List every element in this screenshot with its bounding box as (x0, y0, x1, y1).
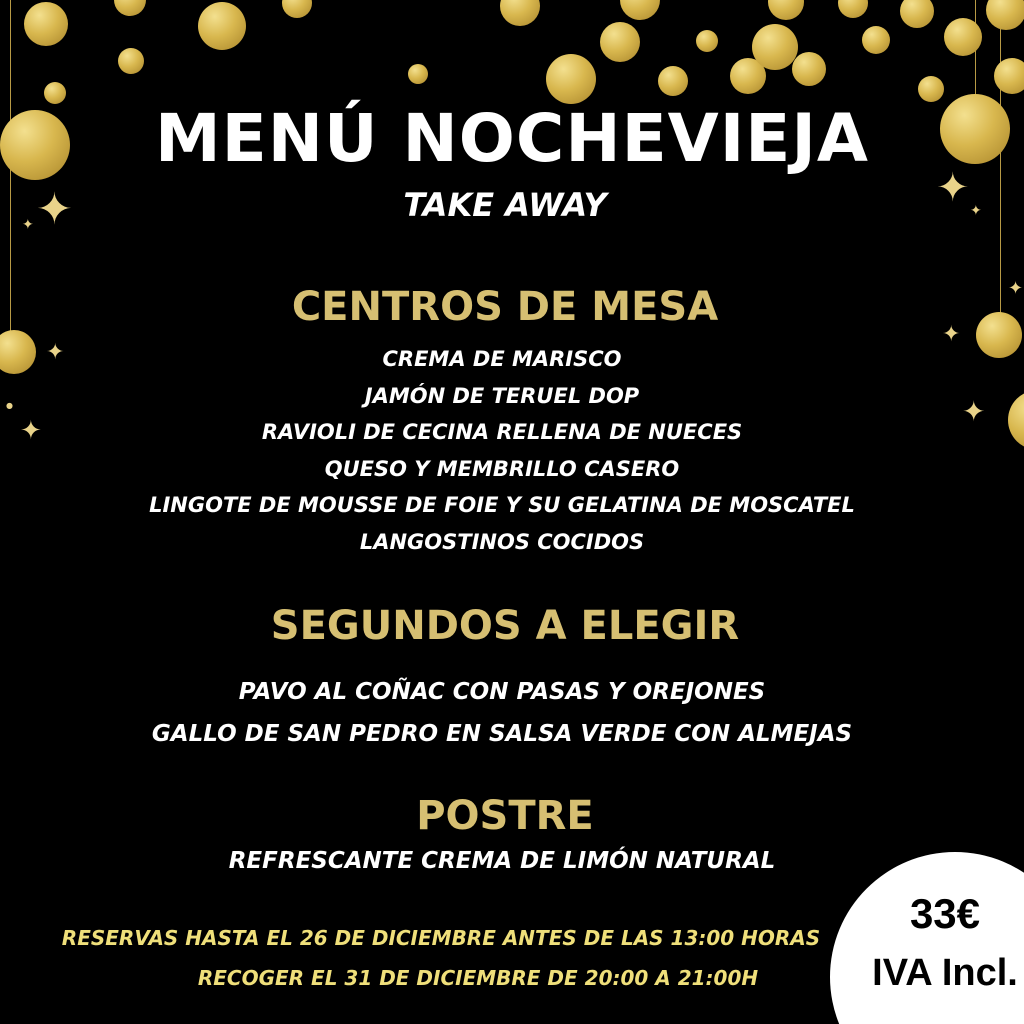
sparkle-icon: ✦ (20, 416, 42, 446)
price-amount: 33€ (909, 890, 981, 937)
gold-dot-icon (546, 54, 596, 104)
sparkle-icon: ✦ (46, 340, 65, 365)
list-item: PAVO AL COÑAC CON PASAS Y OREJONES (238, 679, 766, 705)
section-title-segundos: SEGUNDOS A ELEGIR (270, 603, 740, 649)
sparkle-icon: ✦ (22, 217, 34, 233)
gold-dot-icon (24, 2, 68, 46)
sparkle-icon: ✦ (962, 395, 986, 428)
page-title: MENÚ NOCHEVIEJA (154, 100, 870, 177)
sparkle-icon: ✦ (942, 322, 961, 347)
gold-dot-icon (1008, 390, 1024, 450)
list-item: RAVIOLI DE CECINA RELLENA DE NUECES (261, 420, 743, 444)
gold-dot-icon (900, 0, 934, 28)
list-item: CREMA DE MARISCO (382, 347, 622, 371)
sparkle-icon: ● (6, 401, 13, 410)
gold-dot-icon (408, 64, 428, 84)
gold-dot-icon (838, 0, 868, 18)
reservation-note: RESERVAS HASTA EL 26 DE DICIEMBRE ANTES DE LAS 13:00 HORAS (61, 926, 821, 950)
list-item: LINGOTE DE MOUSSE DE FOIE Y SU GELATINA DE MOSCATEL (149, 493, 855, 517)
centros-list (0, 341, 1004, 560)
gold-dot-icon (768, 0, 804, 20)
gold-dot-icon (986, 0, 1024, 30)
gold-dot-icon (658, 66, 688, 96)
gold-dot-icon (994, 58, 1024, 94)
gold-dot-icon (620, 0, 660, 20)
list-item: QUESO Y MEMBRILLO CASERO (324, 456, 680, 481)
gold-dot-icon (114, 0, 146, 16)
pickup-note: RECOGER EL 31 DE DICIEMBRE DE 20:00 A 21:00H (197, 966, 759, 990)
gold-dot-icon (918, 76, 944, 102)
gold-dot-icon (862, 26, 890, 54)
page-subtitle: TAKE AWAY (403, 186, 607, 224)
section-title-centros: CENTROS DE MESA (291, 284, 719, 330)
list-item: LANGOSTINOS COCIDOS (359, 529, 645, 554)
gold-dot-icon (118, 48, 144, 74)
sparkle-icon: ✦ (970, 203, 982, 219)
sparkle-icon: ✦ (36, 184, 73, 235)
gold-dot-icon (944, 18, 982, 56)
gold-dot-icon (752, 24, 798, 70)
postre-list (0, 840, 1004, 882)
section-title-postre: POSTRE (416, 793, 594, 839)
list-item: JAMÓN DE TERUEL DOP (364, 383, 640, 408)
gold-dot-icon (600, 22, 640, 62)
gold-dot-icon (696, 30, 718, 52)
gold-dot-icon (792, 52, 826, 86)
gold-dot-icon (282, 0, 312, 18)
price-tax-label: IVA Incl. (872, 952, 1018, 994)
sparkle-icon: ✦ (936, 165, 970, 211)
gold-dot-icon (198, 2, 246, 50)
sparkle-icon: ✦ (1008, 278, 1024, 299)
gold-dot-icon (500, 0, 540, 26)
list-item: REFRESCANTE CREMA DE LIMÓN NATURAL (228, 848, 776, 874)
list-item: GALLO DE SAN PEDRO EN SALSA VERDE CON ALMEJAS (151, 721, 853, 747)
segundos-list (0, 671, 1004, 755)
